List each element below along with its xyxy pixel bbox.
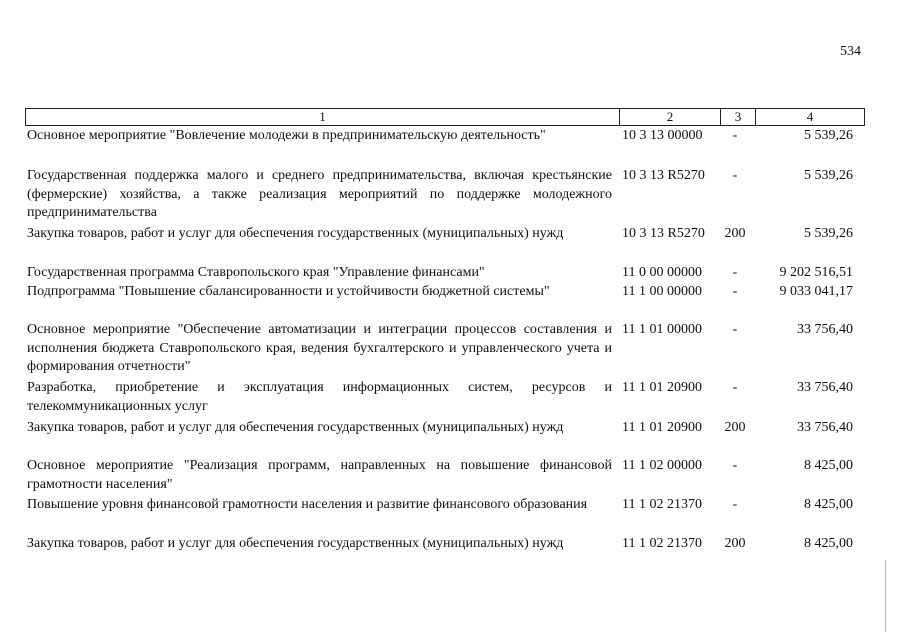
row-amount: 5 539,26 xyxy=(804,168,853,183)
row-expense-type: 200 xyxy=(724,226,746,241)
row-description: Закупка товаров, работ и услуг для обеспечения государственных (муниципальных) нужд xyxy=(27,536,564,551)
row-expense-type: - xyxy=(732,380,738,395)
row-description: Повышение уровня финансовой грамотности населения и развитие финансового образования xyxy=(27,497,588,512)
row-description: Закупка товаров, работ и услуг для обеспечения государственных (муниципальных) нужд xyxy=(27,420,564,435)
row-description: Основное мероприятие "Обеспечение автоматизации и интеграции процессов составления и исполнения бюджета Ставропольского края, ведения бухгалтерского и управленческого учета и формирования отчетности" xyxy=(27,322,612,374)
row-expense-type: - xyxy=(732,128,738,143)
row-amount: 9 033 041,17 xyxy=(779,284,853,299)
row-code: 11 1 02 00000 xyxy=(622,458,702,473)
header-col-1: 1 xyxy=(319,109,326,124)
row-expense-type: - xyxy=(732,322,738,337)
row-code: 11 1 01 20900 xyxy=(622,380,702,395)
table-header xyxy=(25,108,865,126)
row-code: 10 3 13 R5270 xyxy=(622,168,705,183)
row-expense-type: - xyxy=(732,265,738,280)
header-col-3: 3 xyxy=(720,109,755,125)
row-description: Закупка товаров, работ и услуг для обеспечения государственных (муниципальных) нужд xyxy=(27,226,564,241)
row-code: 11 1 01 20900 xyxy=(622,420,702,435)
row-code: 10 3 13 R5270 xyxy=(622,226,705,241)
row-description: Основное мероприятие "Реализация программ, направленных на повышение финансовой грамотности населения" xyxy=(27,458,612,492)
scan-edge-line xyxy=(885,560,886,632)
row-amount: 8 425,00 xyxy=(804,458,853,473)
page-number: 534 xyxy=(840,44,861,59)
header-col-2: 2 xyxy=(619,109,720,125)
row-description: Разработка, приобретение и эксплуатация информационных систем, ресурсов и телекоммуникационных услуг xyxy=(27,380,612,414)
row-description: Основное мероприятие "Вовлечение молодежи в предпринимательскую деятельность" xyxy=(27,128,546,143)
row-amount: 8 425,00 xyxy=(804,536,853,551)
row-code: 11 1 00 00000 xyxy=(622,284,702,299)
row-expense-type: - xyxy=(732,284,738,299)
row-expense-type: 200 xyxy=(724,536,746,551)
row-description: Государственная программа Ставропольского края "Управление финансами" xyxy=(27,265,485,280)
row-expense-type: - xyxy=(732,168,738,183)
row-amount: 33 756,40 xyxy=(797,322,853,337)
row-expense-type: - xyxy=(732,458,738,473)
row-amount: 33 756,40 xyxy=(797,420,853,435)
row-amount: 5 539,26 xyxy=(804,128,853,143)
row-code: 11 0 00 00000 xyxy=(622,265,702,280)
row-amount: 8 425,00 xyxy=(804,497,853,512)
row-description: Подпрограмма "Повышение сбалансированности и устойчивости бюджетной системы" xyxy=(27,284,550,299)
row-expense-type: - xyxy=(732,497,738,512)
row-code: 10 3 13 00000 xyxy=(622,128,703,143)
row-description: Государственная поддержка малого и среднего предпринимательства, включая крестьянские (фермерские) хозяйства, а также реализация мероприятий по поддержке молодежного предпринимательства xyxy=(27,168,612,220)
row-code: 11 1 01 00000 xyxy=(622,322,702,337)
header-col-4: 4 xyxy=(755,109,864,125)
row-code: 11 1 02 21370 xyxy=(622,536,702,551)
row-code: 11 1 02 21370 xyxy=(622,497,702,512)
row-expense-type: 200 xyxy=(724,420,746,435)
row-amount: 5 539,26 xyxy=(804,226,853,241)
row-amount: 33 756,40 xyxy=(797,380,853,395)
row-amount: 9 202 516,51 xyxy=(779,265,853,280)
